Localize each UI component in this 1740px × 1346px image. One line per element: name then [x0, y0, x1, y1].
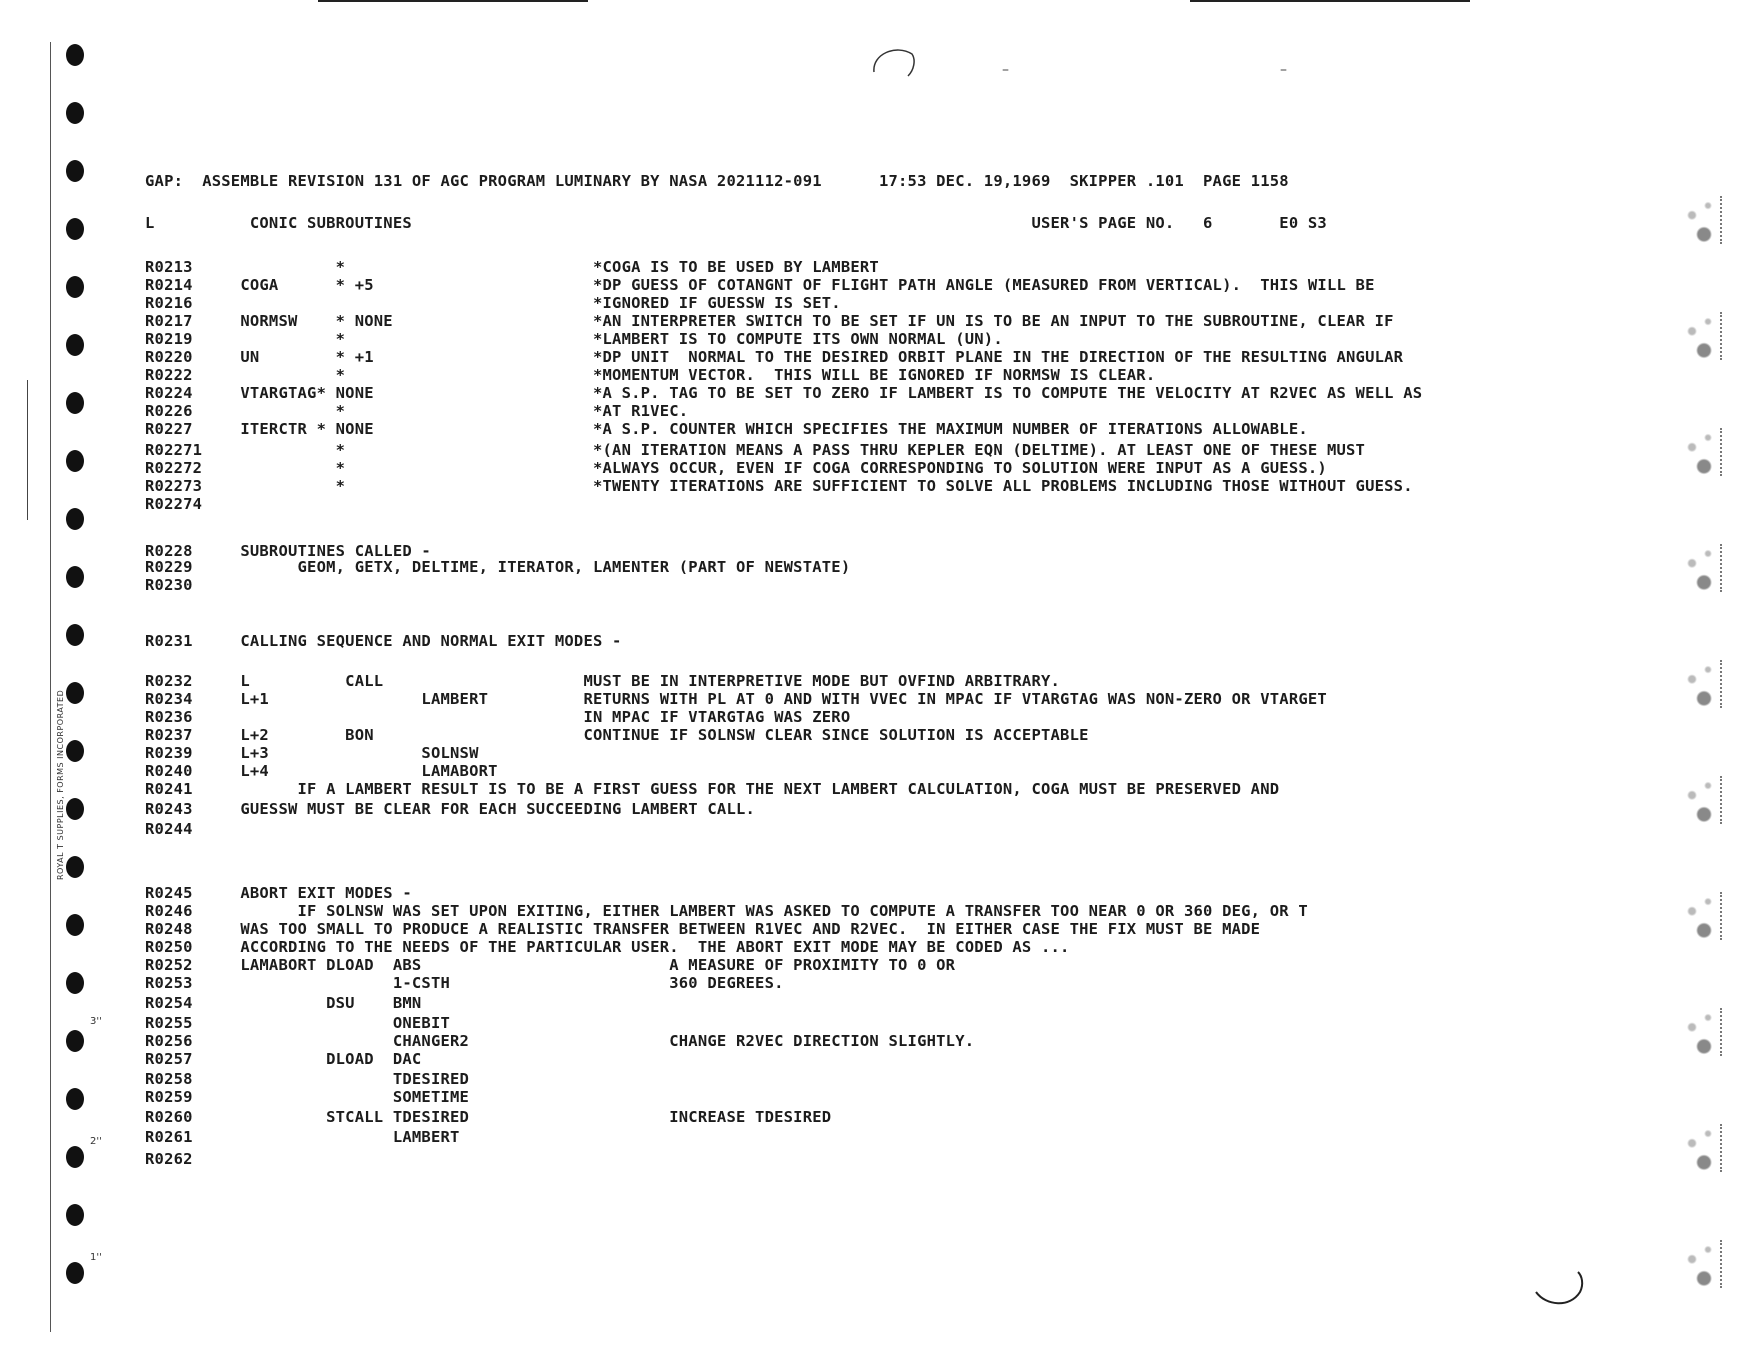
listing-line: R0229 GEOM, GETX, DELTIME, ITERATOR, LAMENTER (PART OF NEWSTATE)	[145, 558, 851, 576]
right-margin-smudge	[1680, 544, 1722, 592]
listing-line: R0239 L+3 SOLNSW	[145, 744, 479, 762]
listing-line: R0231 CALLING SEQUENCE AND NORMAL EXIT MODES -	[145, 632, 622, 650]
binding-hole	[66, 334, 84, 356]
binding-hole	[66, 276, 84, 298]
margin-inch-mark: 3''	[90, 1016, 102, 1027]
listing-line: R0262	[145, 1150, 193, 1168]
listing-line: R0252 LAMABORT DLOAD ABS A MEASURE OF PROXIMITY TO 0 OR	[145, 956, 956, 974]
listing-line: R0236 IN MPAC IF VTARGTAG WAS ZERO	[145, 708, 851, 726]
listing-line: R0248 WAS TOO SMALL TO PRODUCE A REALISTIC TRANSFER BETWEEN R1VEC AND R2VEC. IN EITHER CASE THE FIX MUST BE MADE	[145, 920, 1261, 938]
right-margin-smudge	[1680, 196, 1722, 244]
listing-line: R0256 CHANGER2 CHANGE R2VEC DIRECTION SLIGHTLY.	[145, 1032, 975, 1050]
listing-line: R0243 GUESSW MUST BE CLEAR FOR EACH SUCCEEDING LAMBERT CALL.	[145, 800, 756, 818]
right-margin-smudge	[1680, 1240, 1722, 1288]
binding-hole	[66, 798, 84, 820]
stray-dash-mark: –	[1280, 62, 1287, 78]
binding-hole	[66, 682, 84, 704]
listing-line: R0253 1-CSTH 360 DEGREES.	[145, 974, 784, 992]
binding-hole	[66, 1204, 84, 1226]
binding-hole	[66, 102, 84, 124]
right-margin-smudge	[1680, 1008, 1722, 1056]
binding-hole	[66, 160, 84, 182]
listing-line: R0213 * *COGA IS TO BE USED BY LAMBERT	[145, 258, 879, 276]
listing-line: R0234 L+1 LAMBERT RETURNS WITH PL AT 0 AND WITH VVEC IN MPAC IF VTARGTAG WAS NON-ZERO OR VTARGET	[145, 690, 1327, 708]
listing-line: R0244	[145, 820, 193, 838]
binding-hole	[66, 856, 84, 878]
listing-line: R0241 IF A LAMBERT RESULT IS TO BE A FIRST GUESS FOR THE NEXT LAMBERT CALCULATION, COGA MUST BE PRESERVED AND	[145, 780, 1280, 798]
listing-line: R0245 ABORT EXIT MODES -	[145, 884, 412, 902]
listing-line: R0227 ITERCTR * NONE *A S.P. COUNTER WHICH SPECIFIES THE MAXIMUM NUMBER OF ITERATIONS ALLOWABLE.	[145, 420, 1308, 438]
stray-arc-mark	[1530, 1262, 1590, 1312]
right-margin-smudge	[1680, 428, 1722, 476]
listing-line: R0217 NORMSW * NONE *AN INTERPRETER SWITCH TO BE SET IF UN IS TO BE AN INPUT TO THE SUBROUTINE, CLEAR IF	[145, 312, 1394, 330]
binding-hole	[66, 1146, 84, 1168]
listing-line: R0216 *IGNORED IF GUESSW IS SET.	[145, 294, 841, 312]
stray-arc-mark	[868, 44, 918, 84]
section-header: L CONIC SUBROUTINES USER'S PAGE NO. 6 E0 S3	[145, 214, 1327, 232]
right-margin-smudge	[1680, 1124, 1722, 1172]
listing-line: R0257 DLOAD DAC	[145, 1050, 422, 1068]
listing-line: R0240 L+4 LAMABORT	[145, 762, 498, 780]
binding-hole	[66, 972, 84, 994]
binding-hole	[66, 740, 84, 762]
right-margin-smudge	[1680, 776, 1722, 824]
binding-hole	[66, 44, 84, 66]
listing-line: R0255 ONEBIT	[145, 1014, 451, 1032]
listing-line: R02274	[145, 495, 203, 513]
listing-line: R0219 * *LAMBERT IS TO COMPUTE ITS OWN NORMAL (UN).	[145, 330, 1003, 348]
listing-line: R0224 VTARGTAG* NONE *A S.P. TAG TO BE SET TO ZERO IF LAMBERT IS TO COMPUTE THE VELOCITY AT R2VEC AS WELL AS	[145, 384, 1423, 402]
binding-hole	[66, 1262, 84, 1284]
listing-header: GAP: ASSEMBLE REVISION 131 OF AGC PROGRAM LUMINARY BY NASA 2021112-091 17:53 DEC. 19,1969 SKIPPER .101 PAGE 1158	[145, 172, 1289, 190]
listing-line: R0254 DSU BMN	[145, 994, 422, 1012]
binding-hole	[66, 1030, 84, 1052]
binding-hole	[66, 914, 84, 936]
listing-line: R02273 * *TWENTY ITERATIONS ARE SUFFICIENT TO SOLVE ALL PROBLEMS INCLUDING THOSE WITHOUT GUESS.	[145, 477, 1413, 495]
binding-hole	[66, 218, 84, 240]
margin-inch-mark: 2''	[90, 1136, 102, 1147]
binding-hole	[66, 566, 84, 588]
listing-line: R0237 L+2 BON CONTINUE IF SOLNSW CLEAR SINCE SOLUTION IS ACCEPTABLE	[145, 726, 1089, 744]
listing-line: R02272 * *ALWAYS OCCUR, EVEN IF COGA CORRESPONDING TO SOLUTION WERE INPUT AS A GUESS.)	[145, 459, 1327, 477]
binding-margin-mark	[27, 380, 28, 520]
vendor-margin-label: ROYAL T SUPPLIES, FORMS INCORPORATED	[56, 689, 65, 880]
binding-hole	[66, 450, 84, 472]
binding-hole	[66, 508, 84, 530]
margin-inch-mark: 1''	[90, 1252, 102, 1263]
listing-line: R0250 ACCORDING TO THE NEEDS OF THE PARTICULAR USER. THE ABORT EXIT MODE MAY BE CODED AS ...	[145, 938, 1070, 956]
stray-dash-mark: –	[1002, 62, 1009, 78]
top-edge-rule-right	[1190, 0, 1470, 2]
binding-margin-line	[50, 42, 51, 1332]
listing-line: R0232 L CALL MUST BE IN INTERPRETIVE MODE BUT OVFIND ARBITRARY.	[145, 672, 1061, 690]
right-margin-smudge	[1680, 660, 1722, 708]
listing-line: R0258 TDESIRED	[145, 1070, 470, 1088]
listing-line: R0214 COGA * +5 *DP GUESS OF COTANGNT OF FLIGHT PATH ANGLE (MEASURED FROM VERTICAL). THIS WILL BE	[145, 276, 1375, 294]
binding-hole	[66, 1088, 84, 1110]
top-edge-rule-left	[318, 0, 588, 2]
listing-line: R0226 * *AT R1VEC.	[145, 402, 689, 420]
right-margin-smudge	[1680, 892, 1722, 940]
listing-line: R0220 UN * +1 *DP UNIT NORMAL TO THE DESIRED ORBIT PLANE IN THE DIRECTION OF THE RESULTING ANGULAR	[145, 348, 1404, 366]
listing-line: R0261 LAMBERT	[145, 1128, 460, 1146]
binding-hole	[66, 392, 84, 414]
listing-line: R0260 STCALL TDESIRED INCREASE TDESIRED	[145, 1108, 832, 1126]
right-margin-smudge	[1680, 312, 1722, 360]
listing-line: R0222 * *MOMENTUM VECTOR. THIS WILL BE IGNORED IF NORMSW IS CLEAR.	[145, 366, 1156, 384]
listing-line: R0246 IF SOLNSW WAS SET UPON EXITING, EITHER LAMBERT WAS ASKED TO COMPUTE A TRANSFER TOO NEAR 0 OR 360 DEG, OR T	[145, 902, 1308, 920]
listing-line: R0230	[145, 576, 193, 594]
listing-line: R0228 SUBROUTINES CALLED -	[145, 542, 431, 560]
listing-line: R0259 SOMETIME	[145, 1088, 470, 1106]
listing-line: R02271 * *(AN ITERATION MEANS A PASS THRU KEPLER EQN (DELTIME). AT LEAST ONE OF THESE MUST	[145, 441, 1366, 459]
binding-hole	[66, 624, 84, 646]
